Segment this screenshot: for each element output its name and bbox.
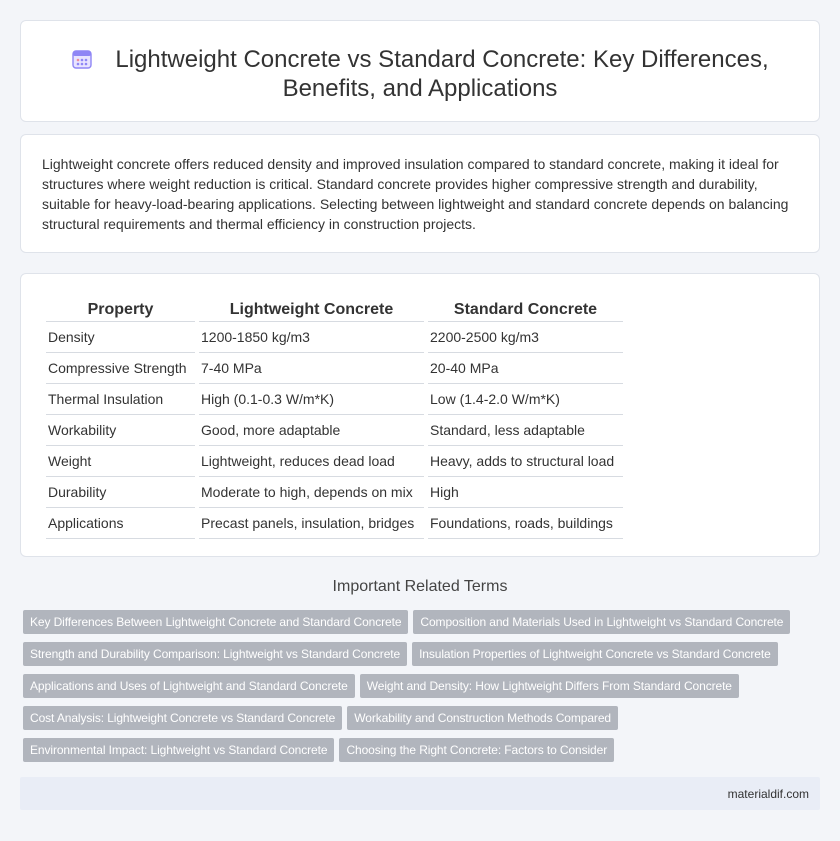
related-term-tag[interactable]: Composition and Materials Used in Lightweight vs Standard Concrete — [413, 610, 790, 634]
standard-cell: 20-40 MPa — [428, 353, 623, 384]
related-term-tag[interactable]: Choosing the Right Concrete: Factors to Consider — [339, 738, 614, 762]
title-line-2: Benefits, and Applications — [282, 75, 558, 102]
related-term-tag[interactable]: Insulation Properties of Lightweight Concrete vs Standard Concrete — [412, 642, 778, 666]
standard-cell: Heavy, adds to structural load — [428, 446, 623, 477]
intro-paragraph: Lightweight concrete offers reduced density and improved insulation compared to standard concrete, making it ideal for structures where weight reduction is critical. Standard concrete provides higher compressive strength and durability, suitable for heavy-load-bearing applications. Selecting between lightweight and standard concrete depends on balancing structural requirements and thermal efficiency in construction projects. — [42, 156, 789, 232]
property-cell: Thermal Insulation — [46, 384, 195, 415]
lightweight-cell: Lightweight, reduces dead load — [199, 446, 424, 477]
table-row — [46, 322, 623, 353]
lightweight-cell: High (0.1-0.3 W/m*K) — [199, 384, 424, 415]
related-term-tag[interactable]: Environmental Impact: Lightweight vs Standard Concrete — [23, 738, 334, 762]
property-cell: Durability — [46, 477, 195, 508]
lightweight-cell: 7-40 MPa — [199, 353, 424, 384]
related-term-tag[interactable]: Weight and Density: How Lightweight Differs From Standard Concrete — [360, 674, 739, 698]
related-term-tag[interactable]: Cost Analysis: Lightweight Concrete vs Standard Concrete — [23, 706, 342, 730]
property-cell: Compressive Strength — [46, 353, 195, 384]
property-cell: Workability — [46, 415, 195, 446]
table-row — [46, 477, 623, 508]
comparison-table — [42, 295, 627, 539]
related-term-tag[interactable]: Key Differences Between Lightweight Concrete and Standard Concrete — [23, 610, 408, 634]
column-header-standard: Standard Concrete — [428, 295, 623, 322]
related-term-tag[interactable]: Strength and Durability Comparison: Lightweight vs Standard Concrete — [23, 642, 407, 666]
page-title — [21, 45, 819, 103]
standard-cell: Standard, less adaptable — [428, 415, 623, 446]
related-terms-heading: Important Related Terms — [332, 578, 508, 595]
standard-cell: 2200-2500 kg/m3 — [428, 322, 623, 353]
comparison-table-card — [20, 273, 820, 557]
lightweight-cell: 1200-1850 kg/m3 — [199, 322, 424, 353]
table-header-row — [46, 295, 623, 322]
lightweight-cell: Precast panels, insulation, bridges — [199, 508, 424, 539]
table-row — [46, 508, 623, 539]
title-line-1: Lightweight Concrete vs Standard Concrete: Key Differences, — [115, 46, 769, 73]
table-row — [46, 446, 623, 477]
standard-cell: High — [428, 477, 623, 508]
related-terms-list — [23, 610, 823, 770]
table-row — [46, 384, 623, 415]
column-header-property: Property — [46, 295, 195, 322]
related-term-tag[interactable]: Applications and Uses of Lightweight and Standard Concrete — [23, 674, 355, 698]
header-card — [20, 20, 820, 122]
standard-cell: Low (1.4-2.0 W/m*K) — [428, 384, 623, 415]
intro-card — [20, 134, 820, 253]
calendar-icon — [71, 48, 93, 70]
related-term-tag[interactable]: Workability and Construction Methods Compared — [347, 706, 618, 730]
lightweight-cell: Moderate to high, depends on mix — [199, 477, 424, 508]
property-cell: Density — [46, 322, 195, 353]
property-cell: Weight — [46, 446, 195, 477]
column-header-lightweight: Lightweight Concrete — [199, 295, 424, 322]
property-cell: Applications — [46, 508, 195, 539]
table-row — [46, 353, 623, 384]
table-row — [46, 415, 623, 446]
footer — [20, 777, 820, 810]
site-name[interactable]: materialdif.com — [727, 787, 809, 801]
standard-cell: Foundations, roads, buildings — [428, 508, 623, 539]
lightweight-cell: Good, more adaptable — [199, 415, 424, 446]
